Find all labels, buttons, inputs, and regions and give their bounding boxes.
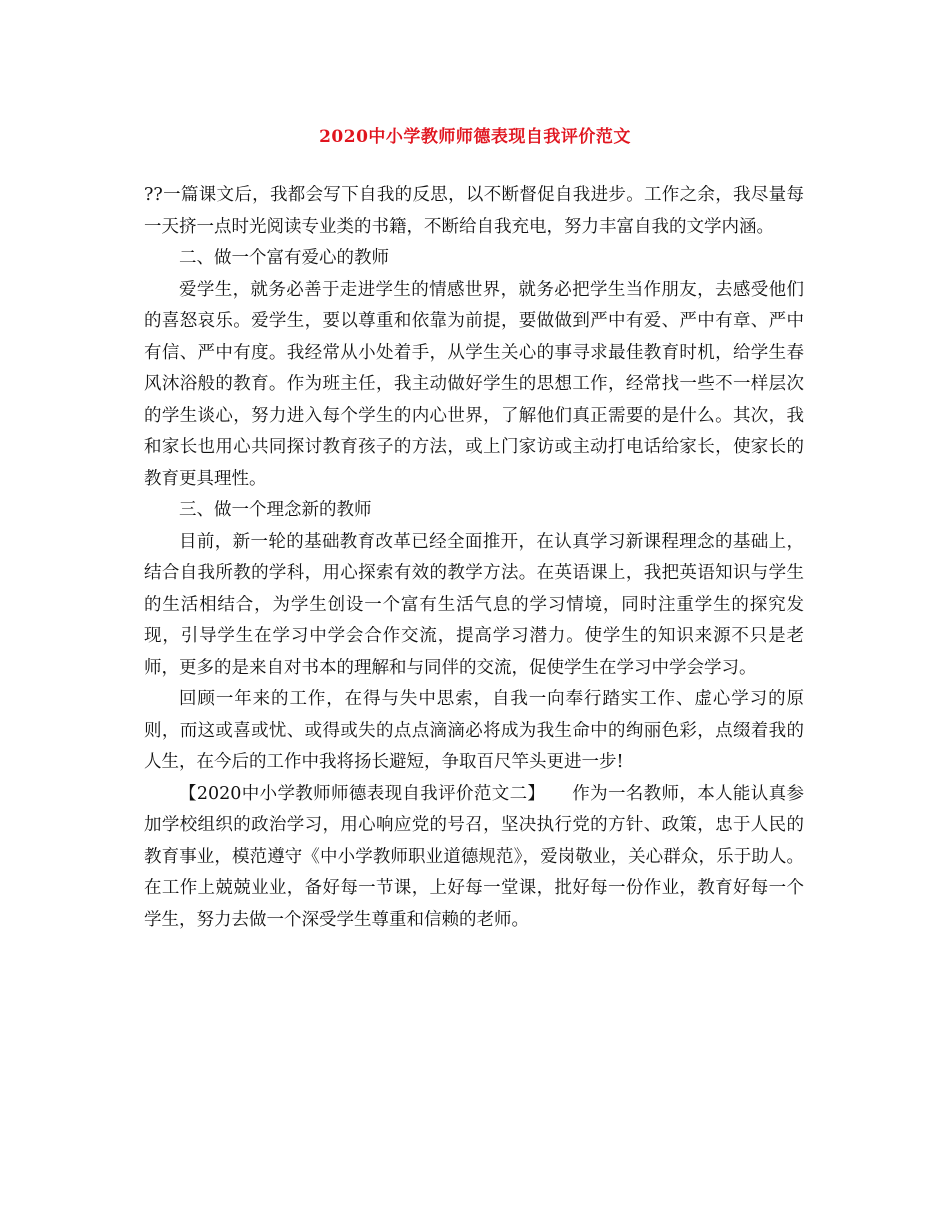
paragraph-review: 回顾一年来的工作，在得与失中思索，自我一向奉行踏实工作、虚心学习的原则，而这或喜或忧、或得或失的点点滴滴必将成为我生命中的绚丽色彩，点缀着我的人生，在今后的工作中我将扬长避短，争取百尺竿头更进一步! [144, 689, 804, 772]
section-heading-new-concept-teacher: 三、做一个理念新的教师 [179, 500, 372, 520]
document-body [144, 180, 804, 936]
paragraph-reflection: ??一篇课文后，我都会写下自我的反思，以不断督促自我进步。工作之余，我尽量每一天挤一点时光阅读专业类的书籍，不断给自我充电，努力丰富自我的文学内涵。 [144, 185, 804, 237]
section-heading-loving-teacher: 二、做一个富有爱心的教师 [179, 248, 389, 268]
paragraph-curriculum-reform: 目前，新一轮的基础教育改革已经全面推开，在认真学习新课程理念的基础上，结合自我所教的学科，用心探索有效的教学方法。在英语课上，我把英语知识与学生的生活相结合，为学生创设一个富有生活气息的学习情境，同时注重学生的探究发现，引导学生在学习中学会合作交流，提高学习潜力。使学生的知识来源不只是老师，更多的是来自对书本的理解和与同伴的交流，促使学生在学习中学会学习。 [144, 531, 804, 678]
document-title: 2020中小学教师师德表现自我评价范文 [319, 127, 631, 147]
paragraph-sample-two: 【2020中小学教师师德表现自我评价范文二】 作为一名教师，本人能认真参加学校组织的政治学习，用心响应党的号召，坚决执行党的方针、政策，忠于人民的教育事业，模范遵守《中小学教师职业道德规范》，爱岗敬业，关心群众，乐于助人。在工作上兢兢业业，备好每一节课，上好每一堂课，批好每一份作业，教育好每一个学生，努力去做一个深受学生尊重和信赖的老师。 [144, 783, 804, 930]
paragraph-love-students: 爱学生，就务必善于走进学生的情感世界，就务必把学生当作朋友，去感受他们的喜怒哀乐。爱学生，要以尊重和依靠为前提，要做做到严中有爱、严中有章、严中有信、严中有度。我经常从小处着手，从学生关心的事寻求最佳教育时机，给学生春风沐浴般的教育。作为班主任，我主动做好学生的思想工作，经常找一些不一样层次的学生谈心，努力进入每个学生的内心世界，了解他们真正需要的是什么。其次，我和家长也用心共同探讨教育孩子的方法，或上门家访或主动打电话给家长，使家长的教育更具理性。 [144, 279, 804, 489]
